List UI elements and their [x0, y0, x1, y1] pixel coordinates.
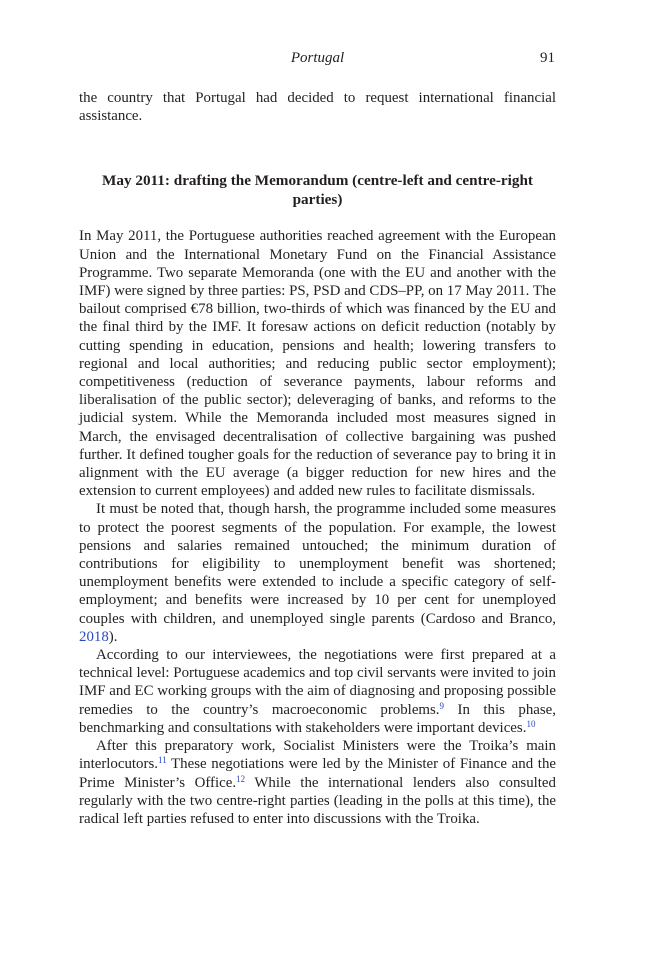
paragraph-text: ).	[108, 628, 118, 645]
paragraph-text: After this preparatory work, Socialist Ministers were the Troika’s main interlocutors.	[79, 738, 556, 773]
footnote-marker[interactable]: 10	[526, 718, 536, 729]
page-number: 91	[540, 50, 555, 66]
footnote-marker[interactable]: 12	[236, 773, 246, 784]
running-title: Portugal	[290, 50, 345, 66]
paragraph-bailout: In May 2011, the Portuguese authorities reached agreement with the European Union and the International Monetary Fund on the Financial Assistance Programme. Two separate Memoranda (one with the EU and another with the IMF) were signed by three parties: PS, PSD and CDS–PP, on 17 May 2011. The bailout comprised €78 billion, two-thirds of which was financed by the EU and the final third by the IMF. It foresaw actions on deficit reduction (notably by cutting spending in education, pensions and health; lowering transfers to regional and local authorities; and reducing public sector employment); competitiveness (reduction of severance payments, labour reforms and liberalisation of the public sector); deleveraging of banks, and reforms to the judicial system. While the Memoranda included most measures signed in March, the envisaged decentralisation of collective bargaining was pushed further. It defined tougher goals for the reduction of severance pay to bring it in alignment with the EU average (a bigger reduction for new hires and the extension to current employees) and added new rules to facilitate dismissals.	[79, 228, 556, 500]
page-body	[79, 89, 556, 828]
paragraph-text: According to our interviewees, the negotiations were first prepared at a technical level: Portuguese academics and top civil servants were invited to join IMF and EC working groups with the aim of diagnosing and proposing possible remedies to the country’s macroeconomic problems.	[79, 647, 556, 718]
paragraph-interlocutors	[79, 737, 556, 828]
opening-paragraph: the country that Portugal had decided to request international financial assistance.	[79, 90, 556, 125]
paragraph-protection-measures	[79, 500, 556, 646]
footnote-marker[interactable]: 11	[157, 755, 167, 766]
citation-link[interactable]: 2018	[79, 628, 109, 645]
paragraph-negotiations	[79, 646, 556, 737]
paragraph-text: These negotiations were led by the Minister of Finance and the Prime Minister’s Office.	[79, 756, 556, 791]
paragraph-text: In this phase, benchmarking and consultations with stakeholders were important devices.	[79, 701, 556, 736]
page-header	[80, 50, 555, 70]
paragraph-text: It must be noted that, though harsh, the programme included some measures to protect the poorest segments of the population. For example, the lowest pensions and salaries remained untouched; the minimum duration of contributions for eligibility to unemployment benefit was shortened; unemployment benefits were extended to include a specific category of self-employment; and benefits were increased by 10 per cent for unemployed couples with children, and unemployed single parents (Cardoso and Branco,	[79, 501, 556, 627]
section-heading: May 2011: drafting the Memorandum (centre-left and centre-right parties)	[102, 172, 533, 209]
paragraph-text: While the international lenders also consulted regularly with the two centre-right parties (leading in the polls at this time), the radical left parties refused to enter into discussions with the Troika.	[79, 774, 556, 827]
footnote-marker[interactable]: 9	[439, 700, 445, 711]
